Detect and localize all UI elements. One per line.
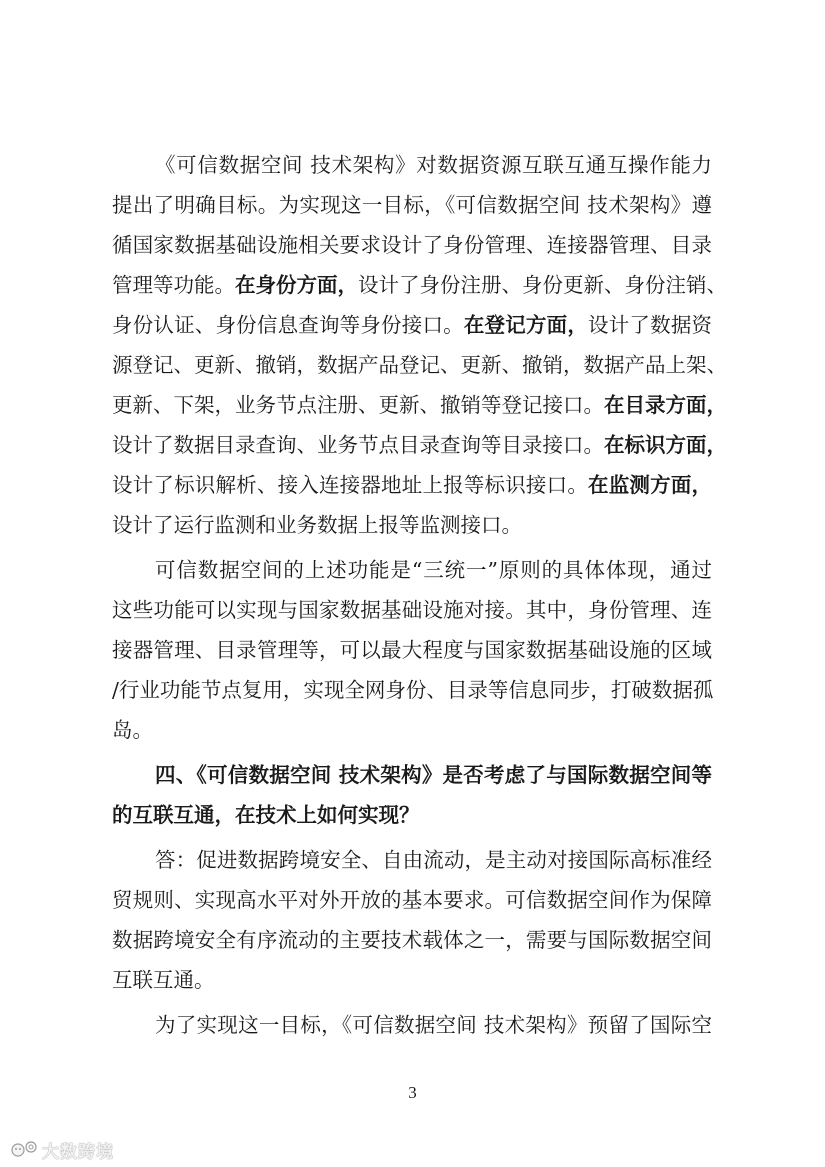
body-line [112,186,712,224]
body-line [112,466,712,504]
body-line [112,671,712,709]
section-heading [112,796,712,834]
body-line [112,306,712,344]
watermark [10,1139,114,1163]
body-line [112,711,712,749]
text-segment: 为了实现这一目标，《可信数据空间 技术架构》预留了国际空 [155,1013,712,1037]
body-line [112,386,727,424]
bold-keyword: 在目录方面， [604,393,727,417]
mascot-logo-icon [10,1139,40,1166]
body-line [155,1006,712,1044]
body-line [155,551,712,589]
body-line [112,961,712,999]
section-heading [155,756,712,794]
text-segment: 源登记、更新、撤销，数据产品登记、更新、撤销，数据产品上架、 [112,353,727,377]
body-line [112,266,727,304]
body-line [112,591,712,629]
text-segment: 设计了数据目录查询、业务节点目录查询等目录接口。 [112,433,604,457]
text-segment: 这些功能可以实现与国家数据基础设施对接。其中，身份管理、连 [112,598,712,622]
text-segment: 可信数据空间的上述功能是“三统一”原则的具体体现，通过 [155,558,712,582]
body-line [112,426,727,464]
body-line [155,146,712,184]
text-segment: 更新、下架，业务节点注册、更新、撤销等登记接口。 [112,393,604,417]
bold-keyword: 在登记方面， [463,313,589,337]
text-segment: 设计了身份注册、身份更新、身份注销、 [358,273,727,297]
bold-keyword: 在监测方面， [588,473,713,497]
body-line [112,921,712,959]
text-segment: 数据跨境安全有序流动的主要技术载体之一，需要与国际数据空间 [112,928,712,952]
text-segment: 设计了数据资 [588,313,713,337]
heading-text: 的互联互通，在技术上如何实现？ [112,803,420,827]
page-number: 3 [408,1083,417,1102]
body-line [112,881,712,919]
text-segment: 设计了运行监测和业务数据上报等监测接口。 [112,513,522,537]
text-segment: 身份认证、身份信息查询等身份接口。 [112,313,464,337]
body-line [112,631,712,669]
text-segment: 互联互通。 [112,968,215,992]
text-segment: 设计了标识解析、接入连接器地址上报等标识接口。 [112,473,589,497]
body-line [112,346,727,384]
bold-keyword: 在身份方面， [235,273,358,297]
text-segment: 提出了明确目标。为实现这一目标，《可信数据空间 技术架构》遵 [112,193,712,217]
body-line [112,226,712,264]
text-segment: /行业功能节点复用，实现全网身份、目录等信息同步，打破数据孤 [112,678,714,702]
text-segment: 接器管理、目录管理等，可以最大程度与国家数据基础设施的区域 [112,638,712,662]
body-line [112,506,712,544]
heading-text: 四、《可信数据空间 技术架构》是否考虑了与国际数据空间等 [155,763,712,787]
text-segment: 岛。 [112,718,153,742]
text-segment: 循国家数据基础设施相关要求设计了身份管理、连接器管理、目录 [112,233,712,257]
text-segment: 贸规则、实现高水平对外开放的基本要求。可信数据空间作为保障 [112,888,712,912]
watermark-text: 大数跨境 [42,1142,114,1163]
body-line [155,841,712,879]
text-segment: 《可信数据空间 技术架构》对数据资源互联互通互操作能力 [155,153,712,177]
text-segment: 管理等功能。 [112,273,235,297]
text-segment: 答：促进数据跨境安全、自由流动，是主动对接国际高标准经 [155,848,712,872]
bold-keyword: 在标识方面， [604,433,727,457]
